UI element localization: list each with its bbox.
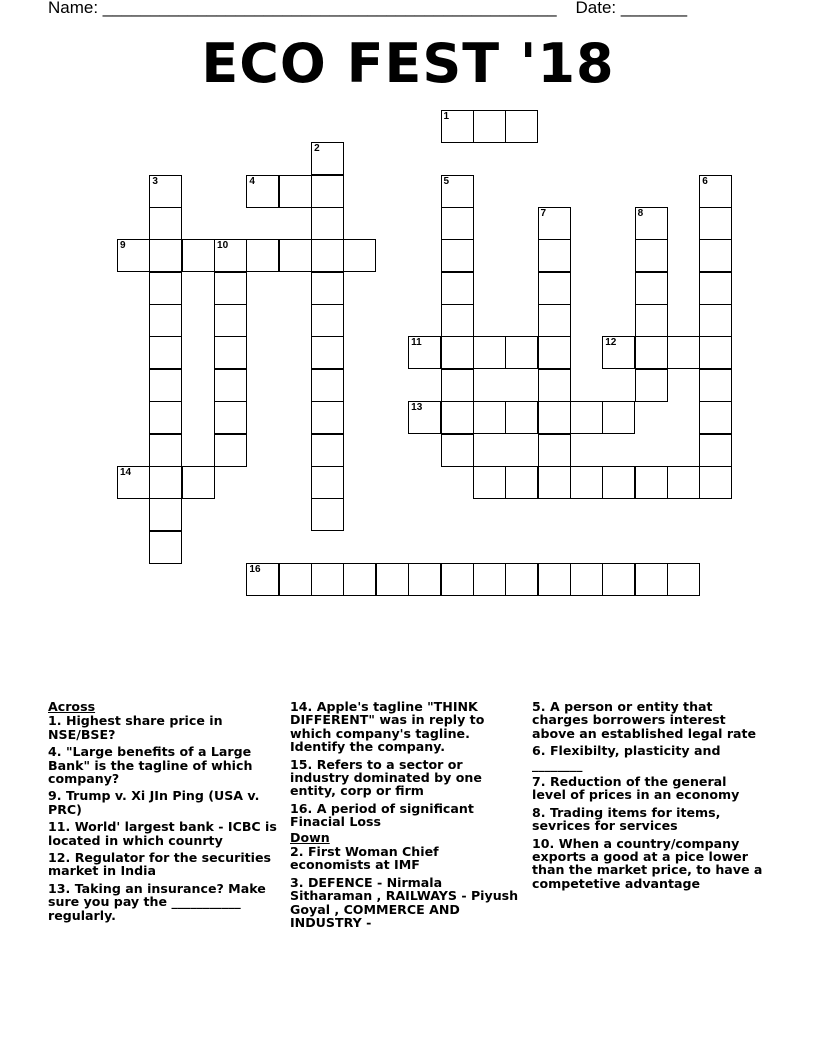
clue-item-number: 10. <box>532 835 555 851</box>
crossword-cell[interactable] <box>149 498 182 531</box>
clue-item-number: 2. <box>290 844 304 860</box>
crossword-cell[interactable] <box>473 401 506 434</box>
crossword-cell[interactable] <box>149 531 182 564</box>
clue-item <box>48 882 280 922</box>
crossword-cell[interactable] <box>408 563 441 596</box>
crossword-cell[interactable] <box>117 466 150 499</box>
crossword-cell[interactable] <box>570 563 603 596</box>
crossword-cell[interactable] <box>473 110 506 143</box>
crossword-cell[interactable] <box>149 239 182 272</box>
clue-item <box>290 876 522 930</box>
crossword-cell[interactable] <box>279 239 312 272</box>
crossword-cell[interactable] <box>149 466 182 499</box>
crossword-cell[interactable] <box>441 336 474 369</box>
clue-item-text: Regulator for the securities market in India <box>48 850 272 879</box>
clue-item-text: DEFENCE - Nirmala Sitharaman , RAILWAYS - Piyush Goyal , COMMERCE AND INDUSTRY - <box>290 874 519 931</box>
crossword-cell[interactable] <box>699 434 732 467</box>
crossword-cell[interactable] <box>635 239 668 272</box>
crossword-cell[interactable] <box>214 239 247 272</box>
crossword-cell[interactable] <box>279 563 312 596</box>
crossword-cell[interactable] <box>441 401 474 434</box>
crossword-cell[interactable] <box>699 272 732 305</box>
clue-item-text: Trump v. Xi JIn Ping (USA v. PRC) <box>48 788 260 817</box>
clue-item-number: 5. <box>532 699 546 714</box>
clue-number: 6 <box>702 175 708 187</box>
clue-number: 13 <box>411 402 423 414</box>
clue-item-text: Reduction of the general level of prices in an economy <box>532 774 740 803</box>
crossword-cell[interactable] <box>311 175 344 208</box>
crossword-cell[interactable] <box>149 401 182 434</box>
crossword-cell[interactable] <box>473 336 506 369</box>
crossword-cell[interactable] <box>343 563 376 596</box>
crossword-cell[interactable] <box>602 466 635 499</box>
clue-item-number: 4. <box>48 744 62 760</box>
crossword-cell[interactable] <box>570 401 603 434</box>
clue-item-number: 6. <box>532 743 546 759</box>
crossword-cell[interactable] <box>538 304 571 337</box>
clue-item-text: Highest share price in NSE/BSE? <box>48 713 223 742</box>
crossword-cell[interactable] <box>699 401 732 434</box>
clue-number: 3 <box>152 175 158 187</box>
clue-item <box>290 700 522 754</box>
clue-number: 12 <box>605 337 617 349</box>
crossword-cell[interactable] <box>667 336 700 369</box>
clue-item <box>532 700 764 740</box>
clue-item <box>48 851 280 878</box>
clues-column-3 <box>532 700 764 894</box>
crossword-cell[interactable] <box>441 175 474 208</box>
crossword-cell[interactable] <box>570 466 603 499</box>
crossword-cell[interactable] <box>149 434 182 467</box>
crossword-cell[interactable] <box>311 466 344 499</box>
crossword-cell[interactable] <box>149 175 182 208</box>
clue-item-text: First Woman Chief economists at IMF <box>290 844 439 873</box>
clue-item-text: "Large benefits of a Large Bank" is the tagline of which company? <box>48 744 253 787</box>
crossword-cell[interactable] <box>311 369 344 402</box>
crossword-cell[interactable] <box>602 336 635 369</box>
crossword-cell[interactable] <box>408 336 441 369</box>
clue-item-number: 14. <box>290 699 313 714</box>
puzzle-title: ECO FEST '18 <box>201 32 615 95</box>
clue-item <box>290 845 522 872</box>
clue-item <box>48 714 280 741</box>
clue-item <box>532 775 764 802</box>
crossword-cell[interactable] <box>538 434 571 467</box>
clue-number: 5 <box>443 175 450 187</box>
clue-item <box>48 789 280 816</box>
crossword-cell[interactable] <box>149 272 182 305</box>
crossword-cell[interactable] <box>538 563 571 596</box>
clue-item-number: 12. <box>48 850 71 866</box>
clue-number: 7 <box>540 208 547 220</box>
clue-item <box>290 758 522 798</box>
clue-item-number: 13. <box>48 880 71 896</box>
crossword-cell[interactable] <box>699 466 732 499</box>
crossword-cell[interactable] <box>311 239 344 272</box>
down-heading: Down <box>290 829 330 845</box>
crossword-cell[interactable] <box>699 175 732 208</box>
across-heading: Across <box>48 699 96 714</box>
crossword-cell[interactable] <box>538 272 571 305</box>
clues-column-2 <box>290 700 522 934</box>
clue-item-text: Trading items for items, sevrices for services <box>532 804 721 834</box>
across-clue-list-continued <box>290 700 522 829</box>
crossword-cell[interactable] <box>505 466 538 499</box>
clue-number: 16 <box>249 563 261 575</box>
clue-number: 10 <box>217 240 229 252</box>
crossword-cell[interactable] <box>441 239 474 272</box>
clue-item-number: 1. <box>48 713 62 729</box>
crossword-cell[interactable] <box>214 304 247 337</box>
clue-item-text: Refers to a sector or industry dominated by one entity, corp or firm <box>290 756 482 799</box>
crossword-cell[interactable] <box>538 466 571 499</box>
clue-item <box>532 806 764 833</box>
crossword-cell[interactable] <box>538 207 571 240</box>
across-clue-list <box>48 714 280 922</box>
crossword-cell[interactable] <box>505 563 538 596</box>
crossword-cell[interactable] <box>538 336 571 369</box>
crossword-cell[interactable] <box>635 369 668 402</box>
crossword-cell[interactable] <box>149 369 182 402</box>
crossword-cell[interactable] <box>635 563 668 596</box>
clue-item-number: 8. <box>532 804 546 820</box>
crossword-cell[interactable] <box>311 498 344 531</box>
clue-number: 9 <box>120 240 126 252</box>
crossword-cell[interactable] <box>699 207 732 240</box>
crossword-cell[interactable] <box>311 207 344 240</box>
crossword-cell[interactable] <box>149 207 182 240</box>
crossword-cell[interactable] <box>505 401 538 434</box>
clue-item <box>48 820 280 847</box>
clue-number: 11 <box>411 337 422 349</box>
crossword-cell[interactable] <box>667 466 700 499</box>
crossword-cell[interactable] <box>441 563 474 596</box>
crossword-cell[interactable] <box>635 272 668 305</box>
crossword-cell[interactable] <box>699 369 732 402</box>
crossword-cell[interactable] <box>441 110 474 143</box>
crossword-cell[interactable] <box>246 239 279 272</box>
crossword-cell[interactable] <box>441 304 474 337</box>
crossword-cell[interactable] <box>538 401 571 434</box>
crossword-cell[interactable] <box>505 336 538 369</box>
crossword-cell[interactable] <box>279 175 312 208</box>
crossword-cell[interactable] <box>311 434 344 467</box>
crossword-cell[interactable] <box>699 336 732 369</box>
crossword-cell[interactable] <box>441 434 474 467</box>
crossword-cell[interactable] <box>214 369 247 402</box>
clue-item-text: Taking an insurance? Make sure you pay the ___________ regularly. <box>48 880 266 923</box>
clue-item <box>290 802 522 829</box>
crossword-cell[interactable] <box>699 304 732 337</box>
crossword-cell[interactable] <box>214 272 247 305</box>
crossword-cell[interactable] <box>214 401 247 434</box>
clue-number: 2 <box>314 143 320 155</box>
clue-item-text: Apple's tagline "THINK DIFFERENT" was in reply to which company's tagline. Identify the company. <box>290 699 485 755</box>
clue-item-number: 3. <box>290 874 304 890</box>
crossword-cell[interactable] <box>117 239 150 272</box>
crossword-cell[interactable] <box>441 369 474 402</box>
clue-item-text: Flexibilty, plasticity and ________ <box>532 743 721 772</box>
crossword-cell[interactable] <box>602 563 635 596</box>
clue-item-text: A person or entity that charges borrowers interest above an established legal rate <box>532 699 757 741</box>
crossword-cell[interactable] <box>311 401 344 434</box>
crossword-cell[interactable] <box>667 563 700 596</box>
crossword-cell[interactable] <box>408 401 441 434</box>
clue-number: 4 <box>249 175 255 187</box>
crossword-cell[interactable] <box>214 336 247 369</box>
crossword-cell[interactable] <box>182 466 215 499</box>
clues-column-1 <box>48 700 280 926</box>
crossword-cell[interactable] <box>311 304 344 337</box>
crossword-cell[interactable] <box>473 466 506 499</box>
crossword-cell[interactable] <box>473 563 506 596</box>
clue-item-number: 9. <box>48 788 62 804</box>
crossword-cell[interactable] <box>441 272 474 305</box>
crossword-cell[interactable] <box>311 563 344 596</box>
clue-item <box>532 744 764 771</box>
crossword-cell[interactable] <box>699 239 732 272</box>
crossword-cell[interactable] <box>311 272 344 305</box>
clue-item <box>532 837 764 891</box>
crossword-cell[interactable] <box>376 563 409 596</box>
crossword-cell[interactable] <box>311 142 344 175</box>
crossword-cell[interactable] <box>635 207 668 240</box>
crossword-cell[interactable] <box>246 563 279 596</box>
crossword-cell[interactable] <box>635 466 668 499</box>
clue-number: 14 <box>120 466 132 478</box>
clue-item-number: 15. <box>290 756 313 772</box>
crossword-cell[interactable] <box>635 336 668 369</box>
crossword-cell[interactable] <box>538 369 571 402</box>
crossword-cell[interactable] <box>311 336 344 369</box>
crossword-cell[interactable] <box>149 336 182 369</box>
down-clue-list <box>290 845 522 929</box>
crossword-cell[interactable] <box>505 110 538 143</box>
crossword-cell[interactable] <box>538 239 571 272</box>
clue-item-text: A period of significant Finacial Loss <box>290 800 474 830</box>
clue-item-number: 11. <box>48 819 71 835</box>
clue-number: 8 <box>637 208 644 220</box>
clue-item-number: 7. <box>532 774 546 790</box>
clue-item-number: 16. <box>290 800 313 816</box>
crossword-cell[interactable] <box>182 239 215 272</box>
clue-item <box>48 745 280 785</box>
crossword-cell[interactable] <box>214 434 247 467</box>
crossword-cell[interactable] <box>149 304 182 337</box>
crossword-cell[interactable] <box>246 175 279 208</box>
crossword-cell[interactable] <box>441 207 474 240</box>
clue-item-text: When a country/company exports a good at a pice lower than the market price, to have a competetive advantage <box>532 835 763 891</box>
down-clue-list-continued <box>532 700 764 890</box>
crossword-cell[interactable] <box>635 304 668 337</box>
clue-number: 1 <box>443 111 450 122</box>
crossword-cell[interactable] <box>602 401 635 434</box>
crossword-cell[interactable] <box>343 239 376 272</box>
name-date-line[interactable]: Name: ________________________________________________ Date: _______ <box>48 0 688 17</box>
clue-item-text: World' largest bank - ICBC is located in which counrty <box>48 819 277 848</box>
